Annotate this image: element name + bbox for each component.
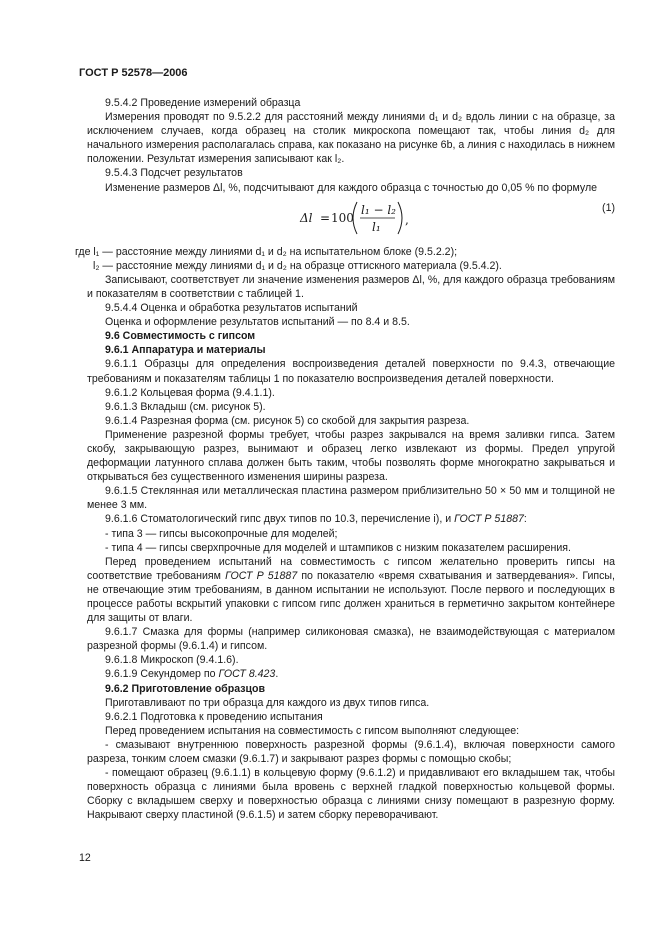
formula-block bbox=[87, 197, 615, 241]
paragraph: Оценка и оформление результатов испытаний — по 8.4 и 8.5. bbox=[105, 316, 410, 329]
paragraph bbox=[87, 555, 615, 625]
formula-numerator: l₁ − l₂ bbox=[361, 202, 396, 217]
text-run: Перед проведением испытаний на совместимость с гипсом желательно проверить гипсы на соответствие требованиям bbox=[87, 555, 615, 582]
paragraph: 9.6.1.4 Разрезная форма (см. рисунок 5) со скобой для закрытия разреза. bbox=[105, 414, 470, 427]
formula-denominator: l₁ bbox=[372, 219, 381, 234]
paragraph: 9.6.1.1 Образцы для определения воспроизведения деталей поверхности по 9.4.3, отвечающие требованиям и показателям таблицы 1 по показателю воспроизведения деталей поверхности. bbox=[87, 358, 615, 385]
paragraph: Изменение размеров Δl, %, подсчитывают для каждого образца с точностью до 0,05 % по формуле bbox=[105, 181, 598, 194]
section-heading-9-6: 9.6 Совместимость с гипсом bbox=[105, 330, 256, 343]
page-number: 12 bbox=[79, 852, 91, 864]
formula-coef: 100 bbox=[331, 210, 354, 225]
paragraph: Перед проведением испытания на совместимость с гипсом выполняют следующее: bbox=[105, 724, 520, 737]
paragraph bbox=[87, 512, 615, 526]
text-run: : bbox=[523, 513, 527, 526]
paragraph: Применение разрезной формы требует, чтобы разрез закрывался на время заливки гипса. Затем скобу, закрывающую разрез, вынимают и образец легко извлекают из формы. Предел упругой деформации латунного сплава должен быть таким, чтобы позволять форме многократно закрываться и открываться без существенного изменения ширины разреза. bbox=[87, 428, 615, 484]
section-heading-9-6-2-1: 9.6.2.1 Подготовка к проведению испытания bbox=[105, 710, 323, 723]
paragraph: Записывают, соответствует ли значение изменения размеров Δl, %, для каждого образца требованиям и показателям в соответствии с таблицей 1. bbox=[87, 273, 615, 300]
formula-number: (1) bbox=[602, 201, 615, 214]
paragraph: 9.6.1.7 Смазка для формы (например силиконовая смазка), не взаимодействующая с материалом разрезной формы (9.6.1.4) и гипсом. bbox=[87, 626, 615, 653]
paragraph: Приготавливают по три образца для каждого из двух типов гипса. bbox=[105, 696, 430, 709]
section-heading-9-6-1: 9.6.1 Аппаратура и материалы bbox=[105, 344, 266, 357]
paragraph bbox=[87, 667, 615, 681]
paragraph: Измерения проводят по 9.5.2.2 для расстояний между линиями d₁ и d₂ вдоль линии c на образце, за исключением случаев, когда образец на столик микроскопа помещают так, чтобы линия d₂ для начального измерения располагалась справа, как показано на рисунке 6b, а линия c находилась в нижнем положении. Результат измерения записывают как l₂. bbox=[87, 111, 615, 166]
text-run: 9.6.1.9 Секундомер по bbox=[105, 668, 219, 681]
paragraph: 9.6.1.3 Вкладыш (см. рисунок 5). bbox=[105, 400, 266, 413]
section-heading-9-5-4-4: 9.5.4.4 Оценка и обработка результатов испытаний bbox=[105, 302, 358, 315]
definition-l2: l₂ — расстояние между линиями d₁ и d₂ на образце оттискного материала (9.5.4.2). bbox=[93, 259, 502, 272]
list-item: - типа 3 — гипсы высокопрочные для моделей; bbox=[105, 527, 338, 540]
paragraph: 9.6.1.5 Стеклянная или металлическая пластина размером приблизительно 50 × 50 мм и толщиной не менее 3 мм. bbox=[87, 485, 615, 512]
formula-comma: , bbox=[405, 212, 409, 227]
section-heading-9-5-4-2: 9.5.4.2 Проведение измерений образца bbox=[105, 97, 301, 109]
standard-reference: ГОСТ Р 51887 bbox=[454, 513, 524, 526]
list-item: - типа 4 — гипсы сверхпрочные для моделей и штампиков с низким показателем расширения. bbox=[105, 541, 571, 554]
definition-l1: где l₁ — расстояние между линиями d₁ и d₂ на испытательном блоке (9.5.2.2); bbox=[75, 245, 458, 258]
formula-lhs: Δl bbox=[300, 210, 313, 225]
right-paren bbox=[398, 202, 402, 234]
page-body bbox=[75, 96, 615, 823]
formula-eq: = bbox=[320, 210, 331, 225]
list-item: - смазывают внутреннюю поверхность разрезной формы (9.6.1.4), включая поверхности самого разреза, тонким слоем смазки (9.6.1.7) и закрывают разрез формы с помощью скобы; bbox=[87, 738, 615, 766]
section-heading-9-6-2: 9.6.2 Приготовление образцов bbox=[105, 682, 265, 695]
standard-reference: ГОСТ Р 51887 bbox=[225, 569, 298, 582]
paragraph: 9.6.1.2 Кольцевая форма (9.4.1.1). bbox=[105, 386, 275, 399]
formula-svg bbox=[87, 197, 615, 241]
paragraph: 9.6.1.8 Микроскоп (9.4.1.6). bbox=[105, 654, 239, 667]
document-header: ГОСТ Р 52578—2006 bbox=[79, 67, 188, 79]
standard-reference: ГОСТ 8.423 bbox=[218, 668, 276, 681]
text-run: . bbox=[275, 668, 279, 681]
text-run: по показателю «время схватывания и затвердевания». Гипсы, не отвечающие этим требованиям, в данном испытании не используют. После первого и последующих в процессе работы вскрытий упаковки с гипсом гипс должен храниться в герметично закрытом контейнере для защиты от влаги. bbox=[87, 569, 615, 625]
section-heading-9-5-4-3: 9.5.4.3 Подсчет результатов bbox=[105, 167, 243, 180]
list-item: - помещают образец (9.6.1.1) в кольцевую форму (9.6.1.2) и придавливают его вкладышем так, чтобы поверхность образца с линиями была вровень с верхней гладкой поверхностью кольцевой формы. Сборку с вкладышем сверху и поверхностью образца с линиями снизу помещают в разрезную форму. Накрывают сверху пластиной (9.6.1.5) и затем сборку переворачивают. bbox=[87, 767, 615, 822]
text-run: 9.6.1.6 Стоматологический гипс двух типов по 10.3, перечисление i), и bbox=[105, 513, 455, 526]
